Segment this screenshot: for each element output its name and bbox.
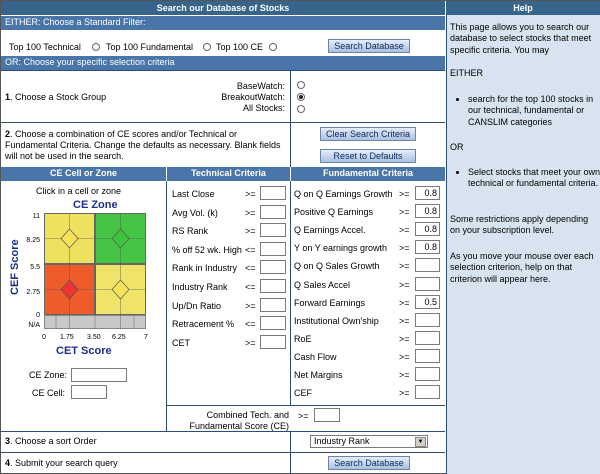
technical-label-up-dn-ratio: Up/Dn Ratio — [172, 300, 222, 311]
x-tick: 1.75 — [60, 334, 74, 341]
divider — [290, 122, 291, 167]
divider — [166, 181, 167, 431]
technical-op: <= — [245, 263, 256, 274]
ce-zone-title: CE Zone — [73, 199, 118, 211]
fundamental-op: >= — [399, 243, 410, 254]
technical-op: >= — [245, 189, 256, 199]
technical-input-rank-in-industry[interactable] — [260, 260, 286, 274]
group-basewatch-radio[interactable] — [297, 81, 305, 89]
technical-input-avg-vol-k[interactable] — [260, 205, 286, 219]
filter-top100-ce-label: Top 100 CE — [216, 42, 264, 52]
combined-score-input[interactable] — [314, 408, 340, 422]
y-tick: 5.5 — [30, 264, 40, 271]
fundamental-label-y-on-y-earnings-growth: Y on Y earnings growth — [294, 243, 388, 254]
divider — [290, 70, 291, 122]
y-tick: 2.75 — [26, 289, 40, 296]
fundamental-label-q-on-q-sales-growth: Q on Q Sales Growth — [294, 261, 380, 272]
technical-label-rank-in-industry: Rank in Industry — [172, 263, 238, 274]
technical-label-off-52-wk-high: % off 52 wk. High — [172, 244, 242, 255]
fundamental-column-header: Fundamental Criteria — [291, 167, 445, 181]
help-bullet-list-1 — [447, 94, 600, 128]
fundamental-input-forward-earnings[interactable]: 0.5 — [415, 295, 440, 309]
search-database-button-top[interactable]: Search Database — [328, 39, 410, 53]
reset-to-defaults-button[interactable]: Reset to Defaults — [320, 149, 416, 163]
ce-cell-field-label: CE Cell: — [32, 388, 66, 398]
clear-search-criteria-button[interactable]: Clear Search Criteria — [320, 127, 416, 141]
fundamental-input-q-earnings-accel[interactable]: 0.8 — [415, 222, 440, 236]
technical-input-last-close[interactable] — [260, 186, 286, 200]
ce-na-spacer — [27, 315, 44, 329]
group-breakoutwatch-label: BreakoutWatch: — [221, 92, 285, 102]
fundamental-op: >= — [399, 333, 410, 344]
divider — [1, 452, 445, 453]
fundamental-label-institutional-own-ship: Institutional Own'ship — [294, 315, 379, 326]
y-tick: 0 — [36, 312, 40, 319]
step3-label: 3. Choose a sort Order — [5, 436, 97, 446]
fundamental-input-institutional-own-ship[interactable] — [415, 313, 440, 327]
fundamental-label-positive-q-earnings: Positive Q Earnings — [294, 207, 374, 218]
x-tick: 6.25 — [112, 334, 126, 341]
technical-input-up-dn-ratio[interactable] — [260, 298, 286, 312]
divider — [167, 405, 445, 406]
fundamental-label-cash-flow: Cash Flow — [294, 351, 337, 362]
step4-label: 4. Submit your search query — [5, 458, 118, 468]
combined-score-label: Combined Tech. and Fundamental Score (CE) — [189, 410, 289, 431]
y-tick: 11 — [32, 213, 40, 220]
help-bullet: • search for the top 100 stocks in our technical, fundamental or CANSLIM categories — [468, 94, 600, 128]
y-tick: 8.25 — [26, 237, 40, 244]
technical-label-industry-rank: Industry Rank — [172, 282, 228, 292]
technical-label-cet: CET — [172, 337, 190, 348]
fundamental-op: >= — [399, 279, 410, 290]
help-mouseover: As you move your mouse over each selection criterion, help on that criterion will appear here. — [450, 251, 594, 284]
technical-op: >= — [245, 300, 256, 311]
fundamental-input-q-on-q-sales-growth[interactable] — [415, 258, 440, 272]
fundamental-input-net-margins[interactable] — [415, 367, 440, 381]
technical-op: >= — [245, 337, 256, 348]
filter-top100-ce-radio[interactable] — [269, 43, 277, 51]
fundamental-op: >= — [399, 297, 410, 308]
technical-input-rs-rank[interactable] — [260, 223, 286, 237]
help-intro: This page allows you to search our database to select stocks that meet specific criteria. You may — [450, 22, 592, 55]
fundamental-input-cef[interactable] — [415, 385, 440, 399]
help-title: Help — [446, 1, 600, 15]
divider — [1, 70, 445, 71]
fundamental-op: >= — [399, 225, 410, 236]
fundamental-op: >= — [399, 315, 410, 326]
help-or: OR — [450, 142, 464, 152]
fundamental-label-forward-earnings: Forward Earnings — [294, 297, 366, 308]
fundamental-label-roe: RoE — [294, 333, 312, 344]
ce-zone-input[interactable] — [71, 368, 127, 382]
fundamental-op: >= — [399, 261, 410, 272]
step1-label: 1. Choose a Stock Group — [5, 92, 107, 102]
fundamental-op: >= — [399, 351, 410, 362]
sort-order-select[interactable] — [310, 435, 428, 448]
help-bullet: • Select stocks that meet your own technical or fundamental criteria. — [468, 167, 600, 190]
technical-label-rs-rank: RS Rank — [172, 226, 209, 237]
chevron-down-icon[interactable]: ▼ — [415, 437, 426, 447]
help-either: EITHER — [450, 68, 484, 78]
technical-op: >= — [245, 226, 256, 237]
fundamental-label-cef: CEF — [294, 388, 312, 399]
technical-input-retracement[interactable] — [260, 316, 286, 330]
group-allstocks-radio[interactable] — [297, 105, 305, 113]
technical-op: <= — [245, 282, 256, 292]
help-restrictions: Some restrictions apply depending on your subscription level. — [450, 214, 589, 236]
fundamental-input-q-on-q-earnings-growth[interactable]: 0.8 — [415, 186, 440, 200]
technical-label-last-close: Last Close — [172, 189, 215, 199]
technical-label-retracement: Retracement % — [172, 319, 235, 330]
search-database-button-bottom[interactable]: Search Database — [328, 456, 410, 470]
fundamental-label-q-on-q-earnings-growth: Q on Q Earnings Growth — [294, 189, 393, 199]
fundamental-input-roe[interactable] — [415, 331, 440, 345]
fundamental-input-cash-flow[interactable] — [415, 349, 440, 363]
filter-top100-fundamental-radio[interactable] — [203, 43, 211, 51]
ce-zone-overlay — [44, 213, 146, 329]
technical-op: <= — [245, 244, 256, 255]
combined-op: >= — [298, 411, 309, 421]
ce-column-header: CE Cell or Zone — [1, 167, 166, 181]
help-bullet-list-2 — [447, 167, 600, 190]
fundamental-input-positive-q-earnings[interactable]: 0.8 — [415, 204, 440, 218]
help-panel — [446, 15, 600, 474]
step2-label: 2. Choose a combination of CE scores and/or Technical or Fundamental Criteria. Change the defaults as necessary. Blank fields will not be used in the search. — [5, 129, 281, 161]
group-breakoutwatch-radio[interactable] — [297, 93, 305, 101]
technical-input-cet[interactable] — [260, 335, 286, 349]
ce-cell-input[interactable] — [71, 385, 107, 399]
fundamental-input-q-sales-accel[interactable] — [415, 277, 440, 291]
technical-input-off-52-wk-high[interactable] — [260, 242, 286, 256]
sort-order-value: Industry Rank — [314, 436, 370, 446]
fundamental-op: >= — [399, 388, 410, 399]
technical-op: <= — [245, 319, 256, 330]
divider — [1, 122, 445, 123]
fundamental-input-y-on-y-earnings-growth[interactable]: 0.8 — [415, 240, 440, 254]
ce-instruction: Click in a cell or zone — [36, 186, 122, 196]
y-tick: N/A — [28, 322, 40, 329]
divider — [290, 181, 291, 405]
cef-score-axis-label: CEF Score — [9, 239, 21, 295]
x-tick: 0 — [42, 334, 46, 341]
page-title: Search our Database of Stocks — [1, 1, 445, 15]
group-allstocks-label: All Stocks: — [242, 103, 285, 113]
divider — [1, 431, 445, 432]
filter-top100-technical-radio[interactable] — [92, 43, 100, 51]
cet-score-axis-label: CET Score — [56, 345, 112, 357]
technical-op: >= — [245, 207, 256, 218]
fundamental-op: >= — [399, 370, 410, 380]
filter-top100-technical-label: Top 100 Technical — [9, 42, 81, 52]
fundamental-label-q-sales-accel: Q Sales Accel — [294, 279, 351, 290]
fundamental-op: >= — [399, 189, 410, 199]
technical-input-industry-rank[interactable] — [260, 279, 286, 293]
x-tick: 7 — [144, 334, 148, 341]
fundamental-label-q-earnings-accel: Q Earnings Accel. — [294, 225, 366, 236]
either-bar: EITHER: Choose a Standard Filter: — [1, 16, 445, 30]
fundamental-op: >= — [399, 207, 410, 218]
ce-zone-field-label: CE Zone: — [29, 370, 68, 380]
group-basewatch-label: BaseWatch: — [236, 81, 285, 91]
x-tick: 3.50 — [87, 334, 101, 341]
technical-label-avg-vol-k: Avg Vol. (k) — [172, 207, 218, 218]
filter-top100-fundamental-label: Top 100 Fundamental — [106, 42, 194, 52]
technical-column-header: Technical Criteria — [167, 167, 290, 181]
or-bar: OR: Choose your specific selection criteria — [1, 56, 445, 70]
fundamental-label-net-margins: Net Margins — [294, 370, 343, 380]
